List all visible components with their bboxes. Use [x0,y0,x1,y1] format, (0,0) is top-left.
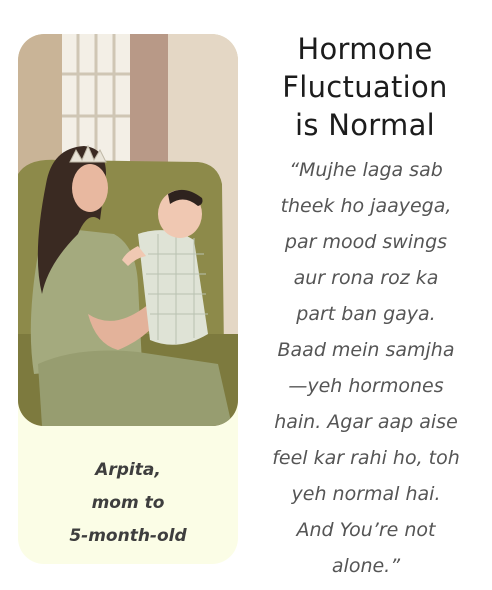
testimonial-quote [250,152,482,584]
photo-illustration [18,34,238,426]
page-title [258,30,472,144]
quote-line: aur rona roz ka [293,267,439,289]
quote-line: par mood swings [284,231,448,253]
quote-line: theek ho jaayega, [280,195,452,217]
quote-line: alone.” [331,555,401,577]
title-line: Hormone [297,32,433,66]
quote-line: part ban gaya. [296,303,436,325]
caption-child-age: 5-month-old [69,526,187,546]
caption [18,454,238,553]
quote-line: “Mujhe laga sab [289,159,443,181]
quote-line: —yeh hormones [288,375,444,397]
quote-line: And You’re not [296,519,436,541]
quote-line: yeh normal hai. [291,483,441,505]
title-line: Fluctuation [282,70,448,104]
title-line: is Normal [294,108,435,142]
mother-baby-photo [18,34,238,426]
testimonial-card [18,34,238,564]
caption-name: Arpita, [95,460,161,480]
caption-relation: mom to [91,493,165,513]
quote-line: hain. Agar aap aise [274,411,458,433]
quote-line: feel kar rahi ho, toh [272,447,460,469]
quote-line: Baad mein samjha [277,339,455,361]
